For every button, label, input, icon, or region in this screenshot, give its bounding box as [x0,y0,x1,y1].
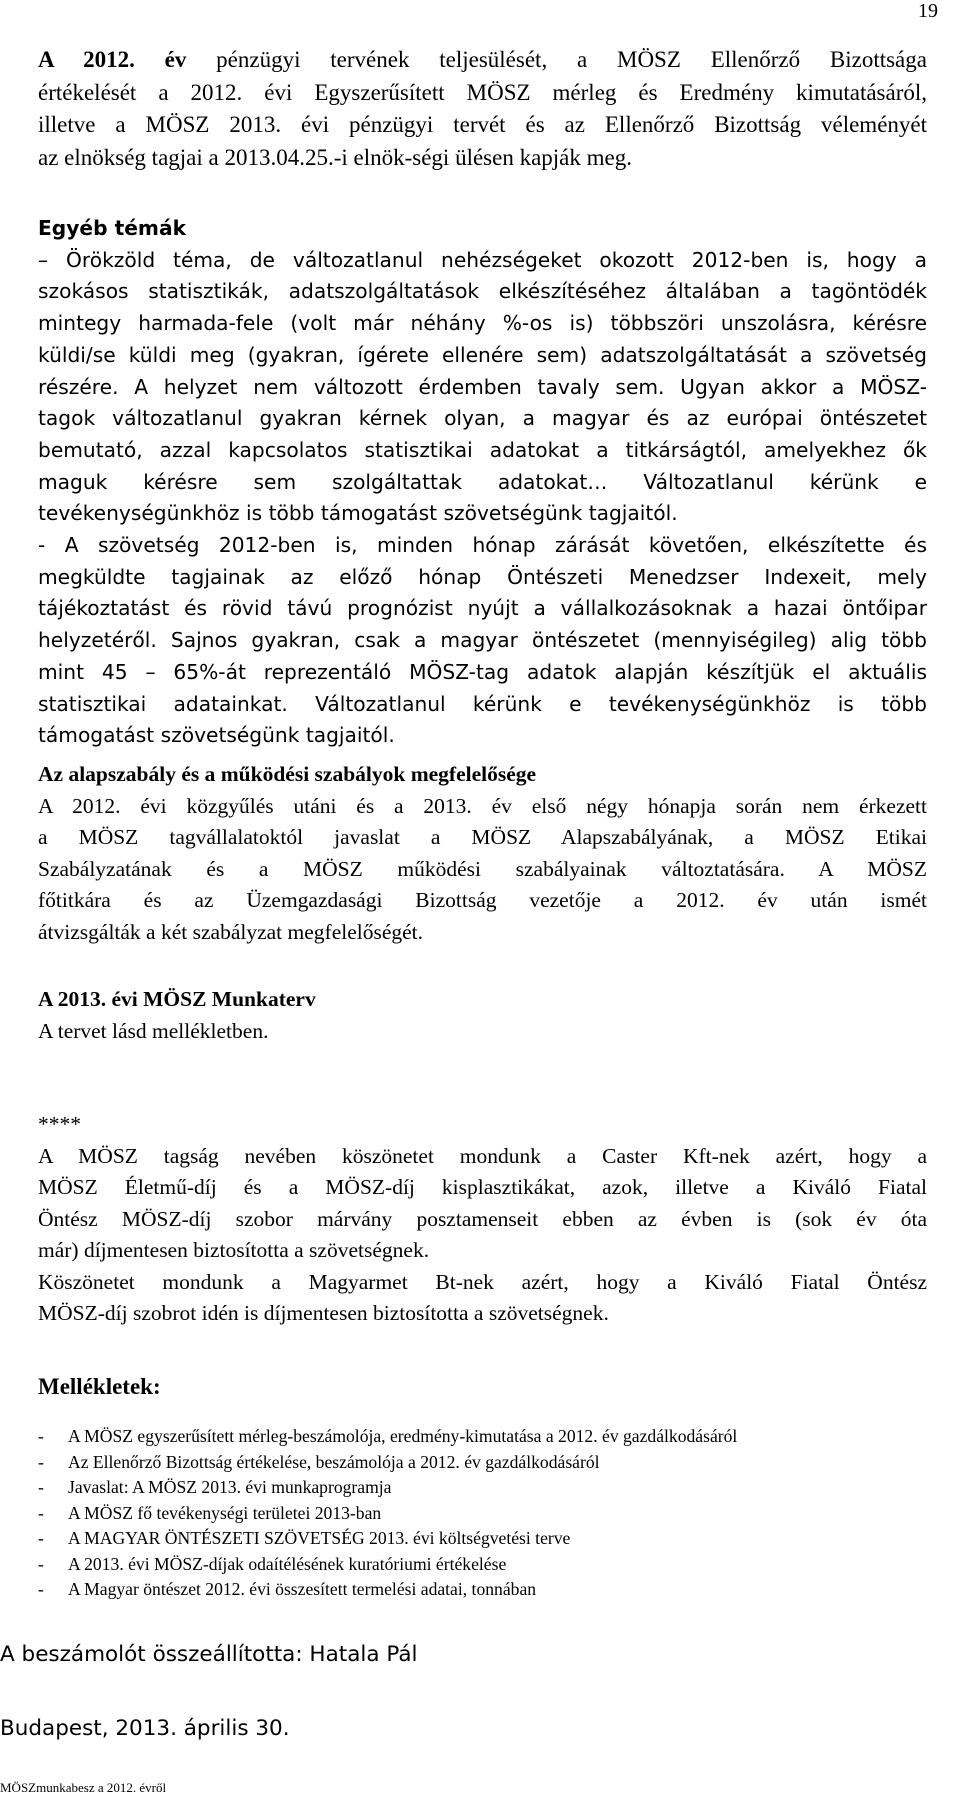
intro-paragraph [38,44,927,174]
body-line: Szabályzatának és a MÖSZ működési szabályainak változtatására. A MÖSZ [38,856,927,881]
body-line: Öntész MÖSZ-díj szobor márvány posztamenseit ebben az évben is (sok év óta [38,1206,927,1231]
body-line: már) díjmentesen biztosította a szövetségnek. [38,1238,430,1262]
body-line: részére. A helyzet nem változott érdemben tavaly sem. Ugyan akkor a MÖSZ- [38,374,927,399]
body-line: - A szövetség 2012-ben is, minden hónap zárását követően, elkészítette és [38,533,927,558]
attachments-heading-block [38,1372,927,1402]
bylaws-heading: Az alapszabály és a működési szabályok megfelelősége [38,762,537,786]
separator: **** [38,1112,81,1136]
body-line: A 2012. évi közgyűlés utáni és a 2013. év első négy hónapja során nem érkezett [38,793,927,818]
intro-line: illetve a MÖSZ 2013. évi pénzügyi tervét és az Ellenőrző Bizottság véleményét [38,112,927,137]
body-line: A MÖSZ tagság nevében köszönetet mondunk a Caster Kft-nek azért, hogy a [38,1143,927,1168]
other-topics-section [38,213,927,752]
body-line: küldi/se küldi meg (gyakran, ígérete ellenére sem) adatszolgáltatását a szövetség [38,342,927,367]
work-plan-text: A tervet lásd mellékletben. [38,1018,269,1043]
list-item: - Az Ellenőrző Bizottság értékelése, beszámolója a 2012. év gazdálkodásáról [38,1451,600,1472]
intro-line: az elnökség tagjai a 2013.04.25.-i elnök-ségi ülésen kapják meg. [38,144,632,170]
intro-bold-prefix: A 2012. év [38,47,187,72]
body-line: Köszönetet mondunk a Magyarmet Bt-nek azért, hogy a Kiváló Fiatal Öntész [38,1269,927,1294]
list-item: - A MAGYAR ÖNTÉSZETI SZÖVETSÉG 2013. évi költségvetési terve [38,1528,571,1548]
list-item: - Javaslat: A MÖSZ 2013. évi munkaprogramja [38,1477,392,1497]
body-line: szokásos statisztikák, adatszolgáltatások elkészítéséhez általában a tagöntödék [38,279,927,304]
body-line: megküldte tagjainak az előző hónap Öntészeti Menedzser Indexeit, mely [38,564,927,589]
intro-line: A 2012. év pénzügyi tervének teljesülését, a MÖSZ Ellenőrző Bizottsága [38,47,927,72]
thanks-section [38,1109,927,1330]
body-line: – Örökzöld téma, de változatlanul nehézségeket okozott 2012-ben is, hogy a [38,247,927,272]
body-line: statisztikai adatainkat. Változatlanul kérünk e tevékenységünkhöz is több [38,691,927,716]
body-line: mintegy harmada-fele (volt már néhány %-os is) többszöri unszolásra, kérésre [38,311,927,336]
body-line: bemutató, azzal kapcsolatos statisztikai adatokat a titkárságtól, amelyekhez ők [38,437,927,462]
page-number: 19 [918,0,938,22]
list-item: - A 2013. évi MÖSZ-díjak odaítélésének kuratóriumi értékelése [38,1553,507,1574]
body-line: főtitkára és az Üzemgazdasági Bizottság vezetője a 2012. év után ismét [38,888,927,912]
other-topics-heading: Egyéb témák [38,216,186,240]
body-line: tagok változatlanul gyakran kérnek olyan, a magyar és az európai öntészetet [38,406,927,431]
work-plan-heading: A 2013. évi MÖSZ Munkaterv [38,987,316,1011]
work-plan-section [38,984,927,1047]
body-line: helyzetéről. Sajnos gyakran, csak a magyar öntészetet (mennyiségileg) alig több [38,628,927,653]
body-line: átvizsgálták a két szabályzat megfelelőségét. [38,919,424,944]
intro-line: értékelését a 2012. évi Egyszerűsített MÖSZ mérleg és Eredmény kimutatásáról, [38,79,927,105]
author-line: A beszámolót összeállította: Hatala Pál [0,1642,418,1667]
date-line: Budapest, 2013. április 30. [0,1716,290,1741]
body-line: tevékenységünkhöz is több támogatást szövetségünk tagjaitól. [38,501,678,526]
body-line: tájékoztatást és rövid távú prognózist nyújt a vállalkozásoknak a hazai öntőipar [38,596,927,621]
list-item: - A MÖSZ fő tevékenységi területei 2013-ban [38,1502,382,1523]
attachments-list [38,1424,958,1603]
body-line: a MÖSZ tagvállalatoktól javaslat a MÖSZ Alapszabályának, a MÖSZ Etikai [38,825,927,849]
body-line: mint 45 – 65%-át reprezentáló MÖSZ-tag adatok alapján készítjük el aktuális [38,659,927,684]
body-line: MÖSZ-díj szobrot idén is díjmentesen biztosította a szövetségnek. [38,1301,609,1325]
body-line: maguk kérésre sem szolgáltattak adatokat… Változatlanul kérünk e [38,469,927,494]
list-item: - A MÖSZ egyszerűsített mérleg-beszámolója, eredmény-kimutatása a 2012. év gazdálkodásáról [38,1426,738,1446]
bylaws-section [38,759,927,948]
body-line: támogatást szövetségünk tagjaitól. [38,723,395,748]
attachments-heading: Mellékletek: [38,1374,161,1399]
list-item: - A Magyar öntészet 2012. évi összesített termelési adatai, tonnában [38,1579,537,1599]
body-line: MÖSZ Életmű-díj és a MÖSZ-díj kisplasztikákat, azok, illetve a Kiváló Fiatal [38,1175,927,1199]
page-footer: MÖSZmunkabesz a 2012. évről [0,1780,167,1795]
